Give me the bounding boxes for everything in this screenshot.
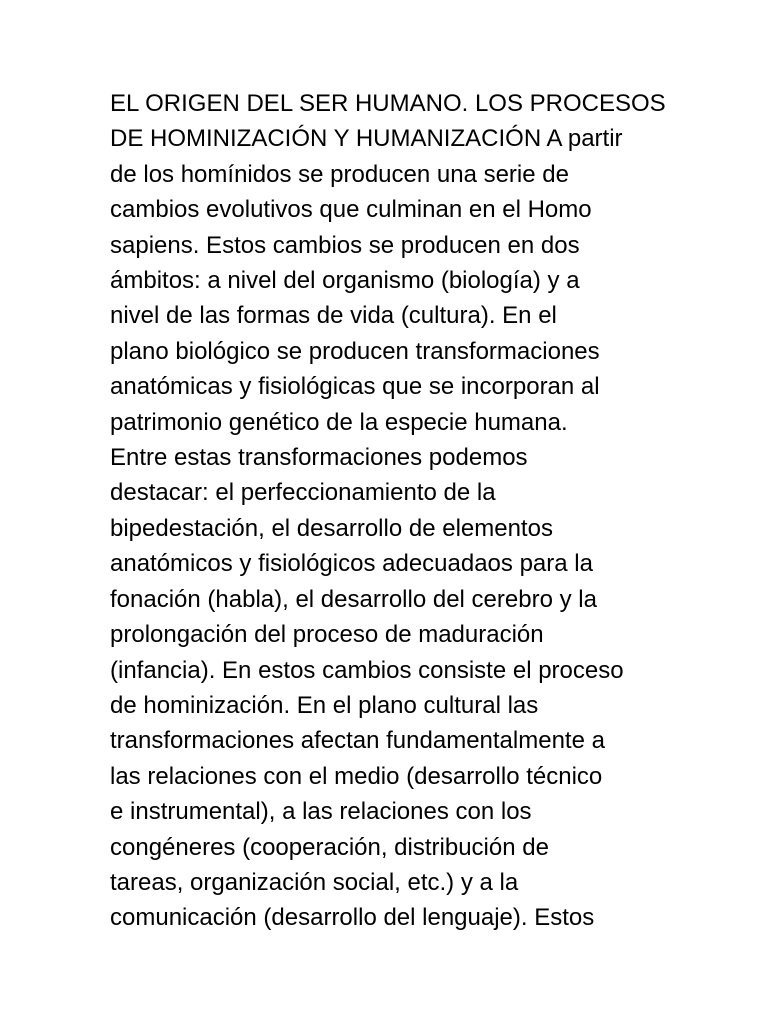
text-line: nivel de las formas de vida (cultura). En el <box>110 302 557 330</box>
text-line: DE HOMINIZACIÓN Y HUMANIZACIÓN A partir <box>110 125 623 153</box>
text-line: prolongación del proceso de maduración <box>110 621 544 649</box>
document-body-text <box>110 86 670 936</box>
text-line: de hominización. En el plano cultural las <box>110 691 539 719</box>
text-line: cambios evolutivos que culminan en el Homo <box>110 196 592 224</box>
text-line: ámbitos: a nivel del organismo (biología) y a <box>110 267 580 295</box>
text-line: EL ORIGEN DEL SER HUMANO. LOS PROCESOS <box>110 90 666 117</box>
text-line: tareas, organización social, etc.) y a la <box>110 868 519 896</box>
text-line: Entre estas transformaciones podemos <box>110 444 528 472</box>
text-line: e instrumental), a las relaciones con los <box>110 798 532 826</box>
text-line: sapiens. Estos cambios se producen en dos <box>110 231 580 259</box>
text-line: anatómicos y fisiológicos adecuadaos para la <box>110 550 593 578</box>
text-line: anatómicas y fisiológicas que se incorporan al <box>110 373 600 401</box>
text-line: comunicación (desarrollo del lenguaje). Estos <box>110 904 595 932</box>
text-line: destacar: el perfeccionamiento de la <box>110 479 496 507</box>
text-line: (infancia). En estos cambios consiste el proceso <box>110 656 624 684</box>
text-line: transformaciones afectan fundamentalmente a <box>110 727 605 755</box>
text-line: plano biológico se producen transformaciones <box>110 337 600 365</box>
text-line: congéneres (cooperación, distribución de <box>110 833 549 861</box>
text-line: bipedestación, el desarrollo de elementos <box>110 514 553 542</box>
text-line: fonación (habla), el desarrollo del cerebro y la <box>110 585 597 613</box>
text-line: las relaciones con el medio (desarrollo técnico <box>110 762 603 790</box>
text-line: de los homínidos se producen una serie de <box>110 160 569 188</box>
text-line: patrimonio genético de la especie humana. <box>110 408 568 436</box>
